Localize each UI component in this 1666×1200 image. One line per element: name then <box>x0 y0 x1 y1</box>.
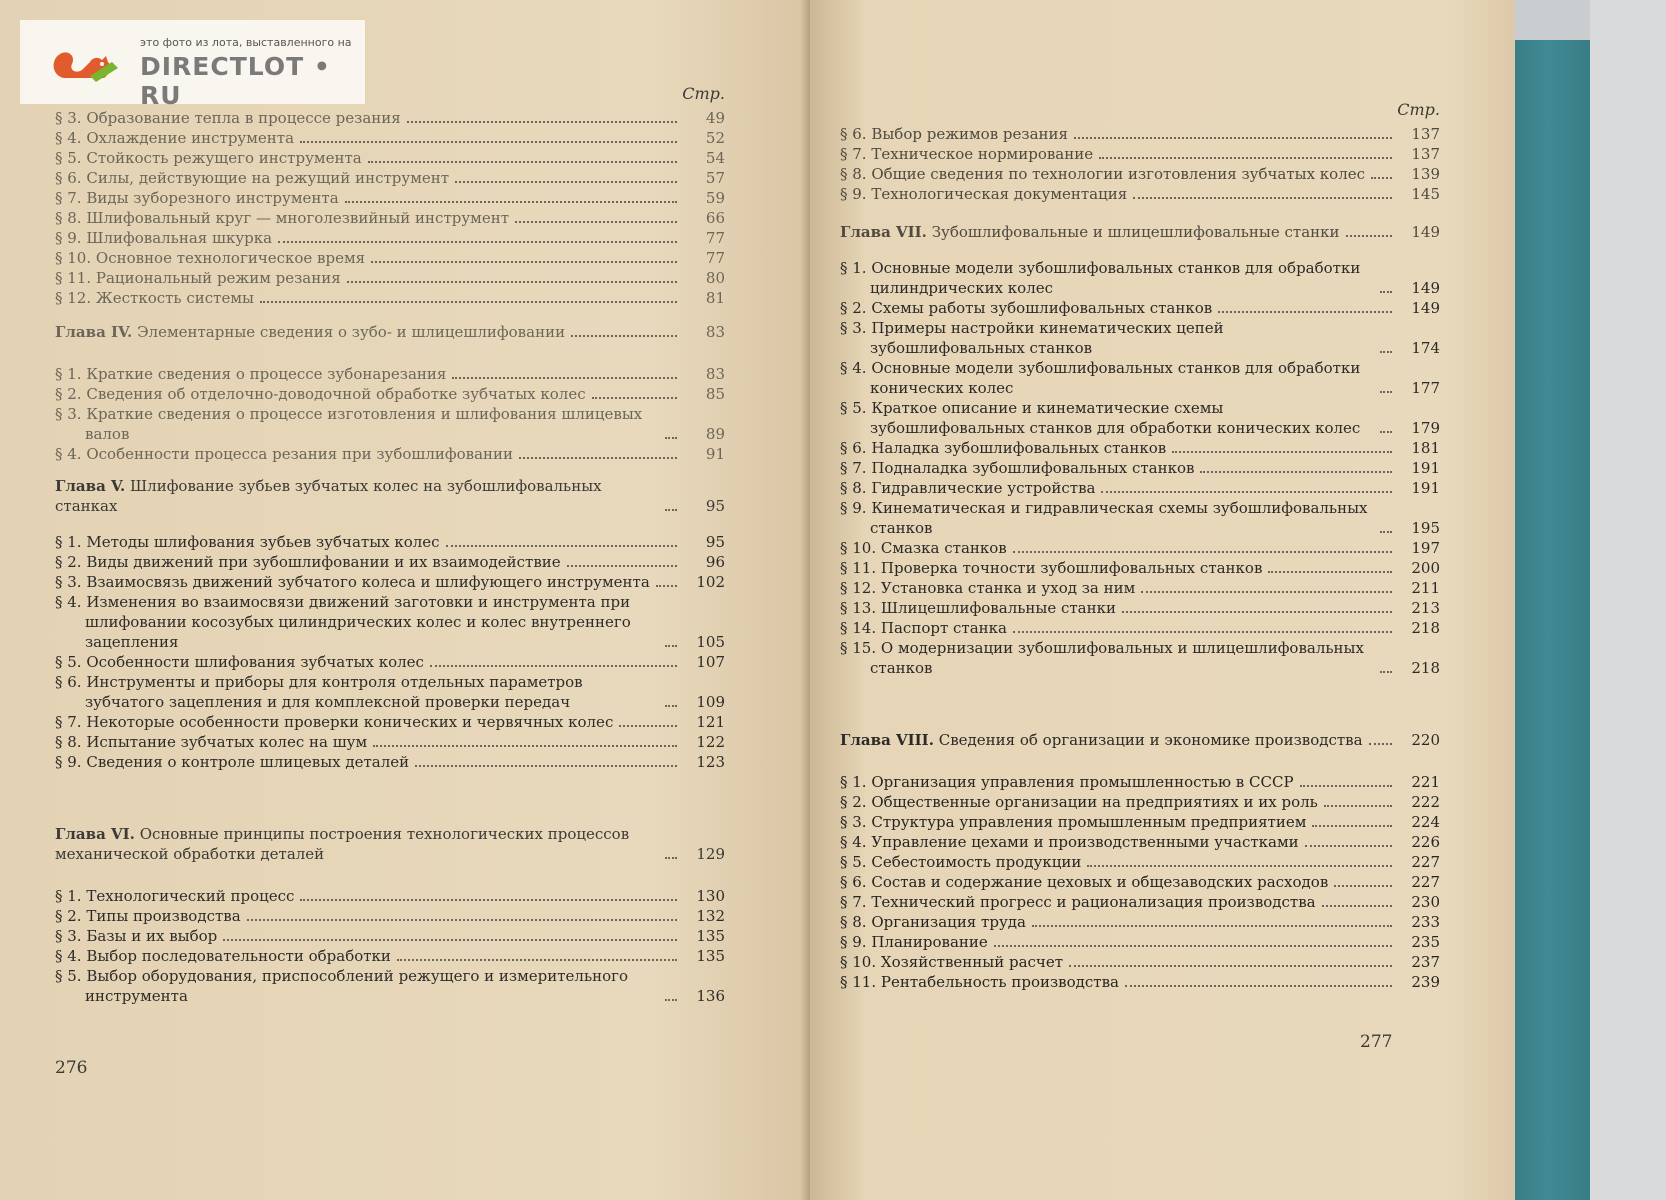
dot-leader <box>1032 925 1392 927</box>
dot-leader <box>1312 825 1392 827</box>
dot-leader <box>1141 591 1392 593</box>
page-header: Стр. <box>1397 100 1440 119</box>
toc-entry <box>840 538 1440 558</box>
toc-entry-page: 139 <box>1411 165 1440 183</box>
toc-entry <box>840 438 1440 458</box>
toc-entry <box>55 128 725 148</box>
toc-entry <box>840 298 1440 318</box>
toc-entry <box>55 148 725 168</box>
dot-leader <box>1125 985 1392 987</box>
toc-entry-page: 191 <box>1411 459 1440 477</box>
toc-entry-page: 81 <box>705 289 725 307</box>
toc-entry-title: § 1. Основные модели зубошлифовальных станков для обработки цилиндрических колес <box>840 259 1361 297</box>
dot-leader <box>567 565 677 567</box>
dot-leader <box>1200 471 1392 473</box>
page-number: 277 <box>1360 1032 1393 1052</box>
toc-entry-page: 105 <box>696 633 725 651</box>
chapter-heading: Глава VI. Основные принципы построения технологических процессов механической обработки деталей 129 <box>55 825 725 863</box>
toc-entry-page: 85 <box>705 385 725 403</box>
toc-entry-title: § 8. Испытание зубчатых колес на шум <box>55 733 368 751</box>
dot-leader <box>1074 137 1392 139</box>
toc-block-ch8 <box>840 772 1440 992</box>
chapter-heading: Глава VII. Зубошлифовальные и шлицешлифовальные станки 149 <box>840 223 1440 241</box>
toc-entry-title: § 1. Краткие сведения о процессе зубонарезания <box>55 365 447 383</box>
toc-entry-title: § 2. Схемы работы зубошлифовальных станков <box>840 299 1213 317</box>
toc-entry <box>840 972 1440 992</box>
toc-entry-title: § 3. Взаимосвязь движений зубчатого колеса и шлифующего инструмента <box>55 573 650 591</box>
toc-entry-title: § 7. Некоторые особенности проверки конических и червячных колес <box>55 713 614 731</box>
toc-entry-title: § 13. Шлицешлифовальные станки <box>840 599 1116 617</box>
toc-entry-title: § 9. Шлифовальная шкурка <box>55 229 273 247</box>
dot-leader <box>1013 551 1392 553</box>
dot-leader <box>619 725 677 727</box>
toc-entry-page: 66 <box>705 209 725 227</box>
toc-entry-title: § 9. Кинематическая и гидравлическая схемы зубошлифовальных станков <box>840 499 1368 537</box>
toc-entry <box>840 872 1440 892</box>
toc-entry-page: 89 <box>705 425 725 443</box>
toc-entry-title: § 10. Смазка станков <box>840 539 1007 557</box>
toc-entry <box>840 792 1440 812</box>
toc-entry-page: 239 <box>1411 973 1440 991</box>
toc-entry <box>840 398 1440 438</box>
toc-entry <box>840 184 1440 204</box>
toc-entry-page: 237 <box>1411 953 1440 971</box>
toc-entry-page: 213 <box>1411 599 1440 617</box>
dot-leader <box>415 765 677 767</box>
toc-entry-title: § 7. Подналадка зубошлифовальных станков <box>840 459 1195 477</box>
toc-entry-page: 145 <box>1411 185 1440 203</box>
toc-entry-title: § 6. Инструменты и приборы для контроля отдельных параметров зубчатого зацепления и для комплексной проверки передач <box>55 673 583 711</box>
toc-entry-page: 96 <box>705 553 725 571</box>
toc-entry-page: 226 <box>1411 833 1440 851</box>
toc-entry <box>55 926 725 946</box>
toc-entry-title: § 5. Особенности шлифования зубчатых колес <box>55 653 424 671</box>
watermark <box>20 20 365 110</box>
toc-entry <box>840 318 1440 358</box>
toc-entry <box>840 498 1440 538</box>
dot-leader <box>446 545 677 547</box>
toc-entry <box>840 558 1440 578</box>
toc-entry-page: 221 <box>1411 773 1440 791</box>
toc-entry <box>55 228 725 248</box>
toc-entry-page: 218 <box>1411 619 1440 637</box>
dot-leader <box>1380 291 1392 293</box>
dot-leader <box>665 999 677 1001</box>
dot-leader <box>397 959 677 961</box>
dot-leader <box>247 919 677 921</box>
toc-entry-title: § 5. Стойкость режущего инструмента <box>55 149 362 167</box>
dot-leader <box>656 585 677 587</box>
toc-entry-title: § 4. Изменения во взаимосвязи движений заготовки и инструмента при шлифовании косозубых цилиндрических колес и колес внутреннего зацепления <box>55 593 631 651</box>
toc-entry <box>55 946 725 966</box>
dot-leader <box>347 281 677 283</box>
toc-entry <box>55 592 725 652</box>
toc-entry-page: 149 <box>1411 299 1440 317</box>
toc-entry-title: § 3. Краткие сведения о процессе изготовления и шлифования шлицевых валов <box>55 405 643 443</box>
toc-entry-title: § 8. Общие сведения по технологии изготовления зубчатых колес <box>840 165 1366 183</box>
toc-entry-page: 235 <box>1411 933 1440 951</box>
toc-entry-title: § 7. Техническое нормирование <box>840 145 1094 163</box>
toc-entry-title: § 2. Общественные организации на предприятиях и их роль <box>840 793 1318 811</box>
toc-entry-title: § 6. Силы, действующие на режущий инструмент <box>55 169 450 187</box>
toc-entry-title: § 2. Сведения об отделочно-доводочной обработке зубчатых колес <box>55 385 586 403</box>
toc-entry <box>840 912 1440 932</box>
toc-entry <box>840 852 1440 872</box>
dot-leader <box>371 261 677 263</box>
toc-entry <box>55 752 725 772</box>
dot-leader <box>1380 531 1392 533</box>
dot-leader <box>368 161 677 163</box>
toc-entry-page: 137 <box>1411 125 1440 143</box>
dot-leader <box>1101 491 1392 493</box>
toc-entry-title: § 12. Установка станка и уход за ним <box>840 579 1136 597</box>
toc-entry-title: § 4. Управление цехами и производственными участками <box>840 833 1299 851</box>
toc-entry <box>840 932 1440 952</box>
toc-entry-title: § 7. Виды зуборезного инструмента <box>55 189 339 207</box>
squirrel-logo-icon <box>46 38 130 94</box>
toc-entry-page: 191 <box>1411 479 1440 497</box>
toc-entry-page: 132 <box>696 907 725 925</box>
toc-entry <box>55 444 725 464</box>
toc-entry-title: § 2. Типы производства <box>55 907 241 925</box>
toc-entry <box>840 144 1440 164</box>
toc-entry-title: § 11. Проверка точности зубошлифовальных станков <box>840 559 1263 577</box>
toc-entry-page: 77 <box>705 249 725 267</box>
toc-entry <box>55 966 725 1006</box>
chapter-heading: Глава V. Шлифование зубьев зубчатых колес на зубошлифовальных станках 95 <box>55 477 725 515</box>
dot-leader <box>1087 865 1392 867</box>
dot-leader <box>665 437 677 439</box>
toc-entry-page: 222 <box>1411 793 1440 811</box>
toc-entry <box>55 268 725 288</box>
dot-leader <box>1380 671 1392 673</box>
dot-leader <box>1069 965 1392 967</box>
toc-entry-page: 121 <box>696 713 725 731</box>
toc-entry <box>840 458 1440 478</box>
toc-entry-title: § 3. Базы и их выбор <box>55 927 218 945</box>
toc-block-ch6 <box>55 886 725 1006</box>
page-header: Стр. <box>682 84 725 103</box>
toc-entry-page: 102 <box>696 573 725 591</box>
dot-leader <box>1380 351 1392 353</box>
toc-entry <box>55 532 725 552</box>
toc-entry-title: § 8. Шлифовальный круг — многолезвийный инструмент <box>55 209 510 227</box>
dot-leader <box>1334 885 1392 887</box>
toc-entry-title: § 10. Основное технологическое время <box>55 249 366 267</box>
left-toc <box>55 84 725 1006</box>
dot-leader <box>1324 805 1392 807</box>
dot-leader <box>1380 391 1392 393</box>
toc-entry-title: § 12. Жесткость системы <box>55 289 254 307</box>
dot-leader <box>994 945 1392 947</box>
toc-entry-page: 181 <box>1411 439 1440 457</box>
toc-entry-title: § 3. Образование тепла в процессе резания <box>55 109 401 127</box>
toc-entry-page: 135 <box>696 927 725 945</box>
toc-entry-title: § 6. Выбор режимов резания <box>840 125 1068 143</box>
toc-entry <box>55 168 725 188</box>
toc-entry <box>55 712 725 732</box>
toc-entry <box>840 772 1440 792</box>
toc-entry <box>55 364 725 384</box>
toc-entry-page: 218 <box>1411 659 1440 677</box>
toc-entry <box>840 578 1440 598</box>
toc-entry <box>55 404 725 444</box>
toc-entry-title: § 8. Гидравлические устройства <box>840 479 1096 497</box>
toc-entry-page: 122 <box>696 733 725 751</box>
toc-entry-title: § 1. Методы шлифования зубьев зубчатых колес <box>55 533 440 551</box>
toc-entry <box>840 164 1440 184</box>
dot-leader <box>515 221 677 223</box>
toc-entry-page: 109 <box>696 693 725 711</box>
table-surface <box>1590 0 1666 1200</box>
toc-entry-page: 123 <box>696 753 725 771</box>
toc-entry <box>840 598 1440 618</box>
dot-leader <box>1099 157 1392 159</box>
toc-entry-page: 195 <box>1411 519 1440 537</box>
dot-leader <box>1133 197 1392 199</box>
dot-leader <box>1122 611 1392 613</box>
toc-entry-title: § 9. Сведения о контроле шлицевых деталей <box>55 753 410 771</box>
dot-leader <box>1268 571 1392 573</box>
toc-entry-title: § 6. Наладка зубошлифовальных станков <box>840 439 1167 457</box>
toc-entry-title: § 3. Примеры настройки кинематических цепей зубошлифовальных станков <box>840 319 1224 357</box>
toc-entry <box>55 732 725 752</box>
chapter-heading: Глава IV. Элементарные сведения о зубо- и шлицешлифовании 83 <box>55 323 725 341</box>
toc-entry <box>55 572 725 592</box>
toc-entry-title: § 3. Структура управления промышленным предприятием <box>840 813 1307 831</box>
toc-entry <box>840 832 1440 852</box>
dot-leader <box>1305 845 1392 847</box>
toc-entry-title: § 4. Охлаждение инструмента <box>55 129 295 147</box>
toc-entry-title: § 14. Паспорт станка <box>840 619 1007 637</box>
watermark-brand: DIRECTLOT • RU <box>140 52 331 110</box>
toc-entry-title: § 11. Рациональный режим резания <box>55 269 341 287</box>
dot-leader <box>223 939 677 941</box>
toc-entry-page: 230 <box>1411 893 1440 911</box>
dot-leader <box>300 141 677 143</box>
toc-entry <box>840 358 1440 398</box>
toc-entry <box>55 288 725 308</box>
toc-entry-page: 52 <box>705 129 725 147</box>
toc-entry-title: § 5. Краткое описание и кинематические схемы зубошлифовальных станков для обработки конических колес <box>840 399 1361 437</box>
dot-leader <box>592 397 677 399</box>
toc-entry-title: § 15. О модернизации зубошлифовальных и шлицешлифовальных станков <box>840 639 1364 677</box>
right-page <box>810 0 1515 1200</box>
dot-leader <box>665 645 677 647</box>
toc-entry-page: 179 <box>1411 419 1440 437</box>
dot-leader <box>519 457 677 459</box>
toc-entry-page: 197 <box>1411 539 1440 557</box>
toc-entry-page: 57 <box>705 169 725 187</box>
dot-leader <box>1371 177 1392 179</box>
toc-block-ch4 <box>55 364 725 464</box>
dot-leader <box>278 241 677 243</box>
toc-entry-page: 137 <box>1411 145 1440 163</box>
toc-entry-page: 49 <box>705 109 725 127</box>
dot-leader <box>665 705 677 707</box>
dot-leader <box>260 301 677 303</box>
toc-entry-page: 136 <box>696 987 725 1005</box>
toc-entry-page: 83 <box>705 365 725 383</box>
toc-entry <box>840 124 1440 144</box>
toc-entry-title: § 5. Себестоимость продукции <box>840 853 1082 871</box>
toc-entry-title: § 5. Выбор оборудования, приспособлений режущего и измерительного инструмента <box>55 967 629 1005</box>
dot-leader <box>1380 431 1392 433</box>
dot-leader <box>1218 311 1392 313</box>
toc-entry-page: 211 <box>1411 579 1440 597</box>
toc-block-ch5 <box>55 532 725 772</box>
toc-entry-page: 177 <box>1411 379 1440 397</box>
toc-entry <box>55 188 725 208</box>
toc-block-ch3 <box>55 108 725 308</box>
toc-entry-title: § 1. Организация управления промышленностью в СССР <box>840 773 1294 791</box>
toc-entry-title: § 9. Планирование <box>840 933 988 951</box>
toc-entry <box>840 812 1440 832</box>
toc-entry <box>55 672 725 712</box>
toc-entry-title: § 11. Рентабельность производства <box>840 973 1119 991</box>
toc-entry <box>55 906 725 926</box>
toc-entry-page: 227 <box>1411 853 1440 871</box>
toc-entry-title: § 9. Технологическая документация <box>840 185 1128 203</box>
toc-entry <box>55 552 725 572</box>
toc-entry <box>55 208 725 228</box>
toc-entry-title: § 7. Технический прогресс и рационализация производства <box>840 893 1316 911</box>
dot-leader <box>1013 631 1392 633</box>
toc-entry-title: § 8. Организация труда <box>840 913 1026 931</box>
toc-entry-page: 135 <box>696 947 725 965</box>
toc-entry-title: § 6. Состав и содержание цеховых и общезаводских расходов <box>840 873 1329 891</box>
dot-leader <box>1322 905 1392 907</box>
toc-entry <box>840 638 1440 678</box>
toc-entry <box>55 384 725 404</box>
dot-leader <box>452 377 677 379</box>
toc-entry-page: 149 <box>1411 279 1440 297</box>
toc-entry-page: 91 <box>705 445 725 463</box>
toc-entry-page: 227 <box>1411 873 1440 891</box>
toc-entry-page: 80 <box>705 269 725 287</box>
left-page <box>0 0 810 1200</box>
toc-entry <box>840 892 1440 912</box>
toc-entry-title: § 4. Выбор последовательности обработки <box>55 947 391 965</box>
toc-entry-page: 95 <box>705 533 725 551</box>
toc-entry <box>55 248 725 268</box>
watermark-caption: это фото из лота, выставленного на <box>140 36 352 49</box>
toc-entry-title: § 2. Виды движений при зубошлифовании и их взаимодействие <box>55 553 561 571</box>
page-number: 276 <box>55 1058 88 1078</box>
chapter-heading: Глава VIII. Сведения об организации и экономике производства 220 <box>840 731 1440 749</box>
dot-leader <box>1172 451 1392 453</box>
toc-entry-page: 174 <box>1411 339 1440 357</box>
toc-block-ch6-cont <box>840 124 1440 204</box>
toc-entry <box>55 886 725 906</box>
dot-leader <box>345 201 677 203</box>
toc-entry-title: § 1. Технологический процесс <box>55 887 295 905</box>
right-toc <box>840 100 1440 992</box>
toc-entry-page: 224 <box>1411 813 1440 831</box>
toc-entry <box>840 478 1440 498</box>
toc-entry-page: 200 <box>1411 559 1440 577</box>
toc-entry-page: 77 <box>705 229 725 247</box>
toc-entry-page: 233 <box>1411 913 1440 931</box>
toc-entry-page: 107 <box>696 653 725 671</box>
toc-block-ch7 <box>840 258 1440 678</box>
toc-entry <box>55 108 725 128</box>
toc-entry <box>840 952 1440 972</box>
dot-leader <box>1300 785 1392 787</box>
toc-entry <box>840 258 1440 298</box>
dot-leader <box>430 665 677 667</box>
toc-entry-page: 130 <box>696 887 725 905</box>
dot-leader <box>407 121 677 123</box>
dot-leader <box>455 181 677 183</box>
toc-entry-title: § 4. Особенности процесса резания при зубошлифовании <box>55 445 514 463</box>
dot-leader <box>300 899 677 901</box>
toc-entry <box>840 618 1440 638</box>
toc-entry-title: § 10. Хозяйственный расчет <box>840 953 1064 971</box>
toc-entry-page: 54 <box>705 149 725 167</box>
toc-entry-page: 59 <box>705 189 725 207</box>
toc-entry-title: § 4. Основные модели зубошлифовальных станков для обработки конических колес <box>840 359 1361 397</box>
dot-leader <box>373 745 677 747</box>
toc-entry <box>55 652 725 672</box>
